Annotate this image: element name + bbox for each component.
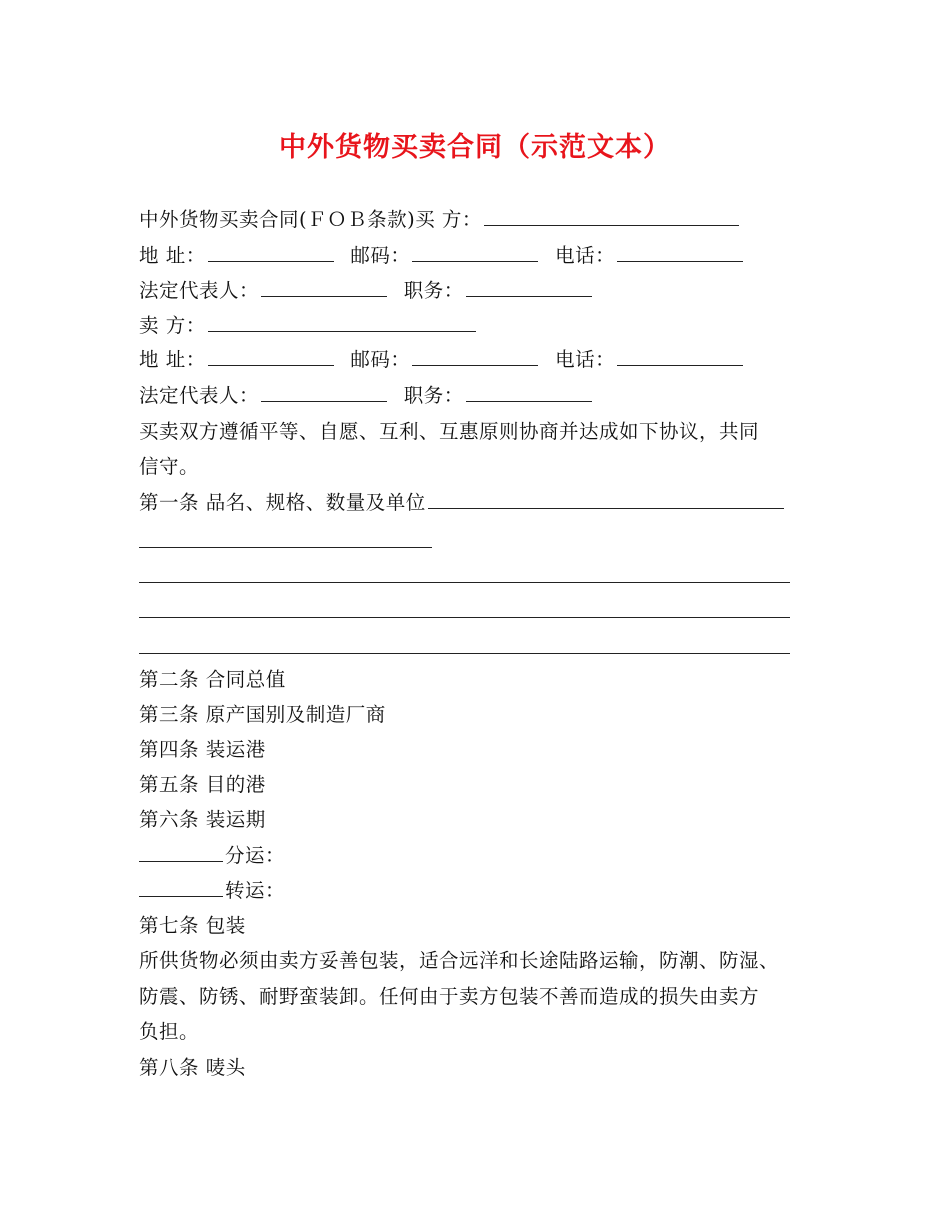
article-1-fill-line-4[interactable] (139, 653, 790, 654)
buyer-address-line (139, 242, 745, 270)
transshipment-blank[interactable] (139, 878, 223, 897)
seller-address-line (139, 346, 745, 374)
article-1-fill-line-2[interactable] (139, 582, 790, 583)
packing-text-line-2: 防震、防锈、耐野蛮装卸。任何由于卖方包装不善而造成的损失由卖方 (139, 985, 760, 1008)
buyer-phone-label: 电话： (555, 244, 616, 267)
seller-position-blank[interactable] (466, 383, 592, 402)
seller-postcode-blank[interactable] (412, 347, 538, 366)
buyer-postcode-label: 邮码： (350, 244, 411, 267)
buyer-legal-rep-label: 法定代表人： (139, 279, 260, 302)
article-7-heading: 第七条 包装 (139, 914, 246, 937)
partial-shipment-blank[interactable] (139, 843, 223, 862)
seller-line (139, 312, 478, 340)
buyer-postcode-blank[interactable] (412, 243, 538, 262)
partial-shipment-label: 分运： (225, 844, 286, 867)
article-4-heading: 第四条 装运港 (139, 738, 266, 761)
article-1-fill-line-3[interactable] (139, 617, 790, 618)
seller-address-blank[interactable] (208, 347, 334, 366)
article-1-fill-line-1[interactable] (139, 547, 432, 548)
buyer-legal-rep-line (139, 277, 594, 305)
packing-text-line-1: 所供货物必须由卖方妥善包装，适合远洋和长途陆路运输，防潮、防湿、 (139, 949, 780, 972)
buyer-blank[interactable] (484, 207, 739, 226)
buyer-position-blank[interactable] (466, 278, 592, 297)
article-5-heading: 第五条 目的港 (139, 773, 266, 796)
article-1-line (139, 489, 786, 517)
buyer-position-label: 职务： (403, 279, 464, 302)
article-1-blank[interactable] (428, 490, 784, 509)
seller-legal-rep-line (139, 382, 594, 410)
document-title: 中外货物买卖合同（示范文本） (279, 132, 671, 163)
seller-address-label: 地 址： (139, 348, 206, 371)
buyer-legal-rep-blank[interactable] (261, 278, 387, 297)
packing-text-line-3: 负担。 (139, 1020, 200, 1043)
article-6-heading: 第六条 装运期 (139, 808, 266, 831)
buyer-line (139, 206, 741, 234)
partial-shipment-line (139, 842, 285, 870)
seller-legal-rep-label: 法定代表人： (139, 384, 260, 407)
buyer-label: 中外货物买卖合同(ＦＯＢ条款)买 方： (139, 208, 482, 231)
seller-blank[interactable] (208, 313, 476, 332)
seller-label: 卖 方： (139, 314, 206, 337)
buyer-address-label: 地 址： (139, 244, 206, 267)
article-3-heading: 第三条 原产国别及制造厂商 (139, 703, 386, 726)
seller-postcode-label: 邮码： (350, 348, 411, 371)
seller-phone-blank[interactable] (617, 347, 743, 366)
article-8-heading: 第八条 唛头 (139, 1056, 246, 1079)
seller-legal-rep-blank[interactable] (261, 383, 387, 402)
transshipment-label: 转运： (225, 879, 286, 902)
transshipment-line (139, 877, 285, 905)
seller-phone-label: 电话： (555, 348, 616, 371)
preamble-line-2: 信守。 (139, 455, 200, 478)
article-2-heading: 第二条 合同总值 (139, 668, 286, 691)
preamble-line-1: 买卖双方遵循平等、自愿、互利、互惠原则协商并达成如下协议，共同 (139, 420, 760, 443)
seller-position-label: 职务： (403, 384, 464, 407)
article-1-heading: 第一条 品名、规格、数量及单位 (139, 491, 426, 514)
buyer-address-blank[interactable] (208, 243, 334, 262)
buyer-phone-blank[interactable] (617, 243, 743, 262)
